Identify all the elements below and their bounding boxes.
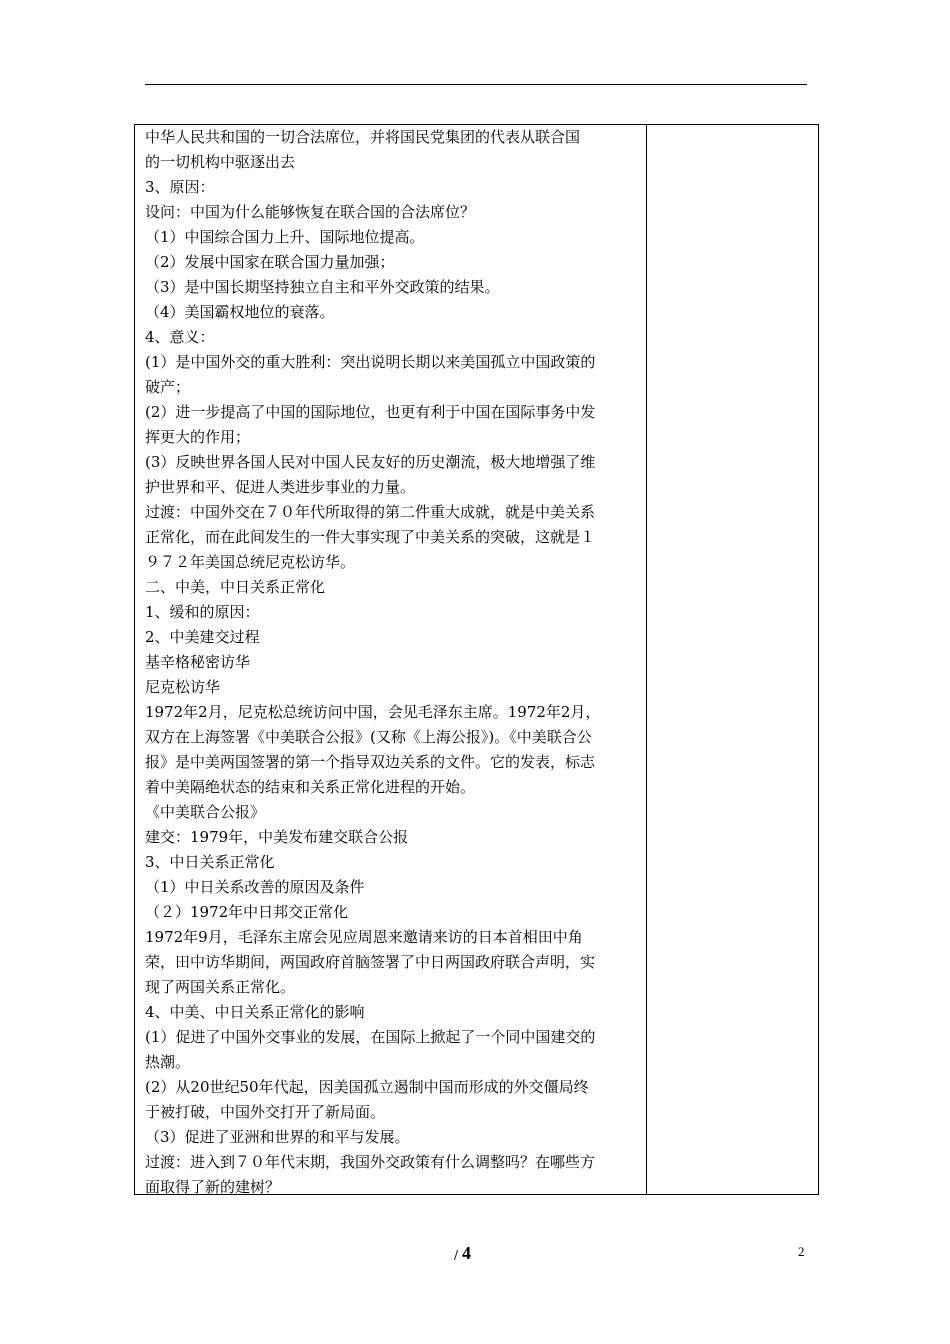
text-line: 护世界和平、促进人类进步事业的力量。	[145, 478, 416, 496]
text-line: 2、中美建交过程	[145, 628, 260, 646]
text-line: (3）反映世界各国人民对中国人民友好的历史潮流，极大地增强了维	[145, 453, 596, 471]
lesson-content-cell	[145, 125, 641, 1200]
text-line: 1、缓和的原因：	[145, 603, 260, 621]
text-line: 《中美联合公报》	[145, 803, 266, 821]
text-line: (1）是中国外交的重大胜利：突出说明长期以来美国孤立中国政策的	[145, 353, 596, 371]
text-line: 双方在上海签署《中美联合公报》(又称《上海公报》)。《中美联合公	[145, 728, 592, 746]
text-line: （3）是中国长期坚持独立自主和平外交政策的结果。	[145, 278, 500, 296]
text-line: 挥更大的作用；	[145, 428, 251, 446]
text-line: 尼克松访华	[145, 678, 221, 696]
text-line: 3、原因：	[145, 178, 215, 196]
header-rule	[145, 84, 807, 85]
text-line: (2）从20世纪50年代起，因美国孤立遏制中国而形成的外交僵局终	[145, 1078, 589, 1096]
text-line: 基辛格秘密访华	[145, 653, 251, 671]
total-pages: 4	[462, 1243, 472, 1263]
text-line: 二、中美，中日关系正常化	[145, 578, 326, 596]
text-line: 着中美隔绝状态的结束和关系正常化进程的开始。	[145, 778, 476, 796]
text-line: （3）促进了亚洲和世界的和平与发展。	[145, 1128, 410, 1146]
page-number: 2	[798, 1244, 805, 1259]
text-line: 1972年9月，毛泽东主席会见应周恩来邀请来访的日本首相田中角	[145, 928, 583, 946]
text-line: 过渡：中国外交在７０年代所取得的第二件重大成就，就是中美关系	[145, 503, 596, 521]
text-line: 面取得了新的建树？	[145, 1178, 281, 1196]
text-line: 于被打破，中国外交打开了新局面。	[145, 1103, 386, 1121]
text-line: 报》是中美两国签署的第一个指导双边关系的文件。它的发表，标志	[145, 753, 596, 771]
text-line: （1）中国综合国力上升、国际地位提高。	[145, 228, 425, 246]
text-line: ９７２年美国总统尼克松访华。	[145, 553, 356, 571]
text-line: 1972年2月，尼克松总统访问中国，会见毛泽东主席。1972年2月，	[145, 703, 601, 721]
lesson-table	[134, 124, 819, 1195]
text-line: （２）1972年中日邦交正常化	[145, 903, 349, 921]
text-line: (1）促进了中国外交事业的发展，在国际上掀起了一个同中国建交的	[145, 1028, 596, 1046]
text-line: 建交：1979年，中美发布建交联合公报	[145, 828, 409, 846]
text-line: (2）进一步提高了中国的国际地位，也更有利于中国在国际事务中发	[145, 403, 596, 421]
text-line: 荣，田中访华期间，两国政府首脑签署了中日两国政府联合声明，实	[145, 953, 596, 971]
text-line: 过渡：进入到７０年代末期，我国外交政策有什么调整吗？在哪些方	[145, 1153, 596, 1171]
text-line: 正常化，而在此间发生的一件大事实现了中美关系的突破，这就是１	[145, 528, 596, 546]
page-slash: /	[454, 1248, 459, 1262]
text-line: 热潮。	[145, 1053, 191, 1071]
text-line: 中华人民共和国的一切合法席位，并将国民党集团的代表从联合国	[145, 128, 581, 146]
text-line: 设问：中国为什么能够恢复在联合国的合法席位？	[145, 203, 476, 221]
text-line: 的一切机构中驱逐出去	[145, 153, 296, 171]
text-line: 4、意义：	[145, 328, 215, 346]
text-line: 现了两国关系正常化。	[145, 978, 296, 996]
column-divider	[646, 125, 647, 1194]
text-line: （4）美国霸权地位的衰落。	[145, 303, 335, 321]
text-line: 3、中日关系正常化	[145, 853, 275, 871]
text-line: 4、中美、中日关系正常化的影响	[145, 1003, 365, 1021]
text-line: （2）发展中国家在联合国力量加强；	[145, 253, 395, 271]
page-total	[454, 1243, 471, 1264]
text-line: （1）中日关系改善的原因及条件	[145, 878, 365, 896]
text-line: 破产；	[145, 378, 191, 396]
